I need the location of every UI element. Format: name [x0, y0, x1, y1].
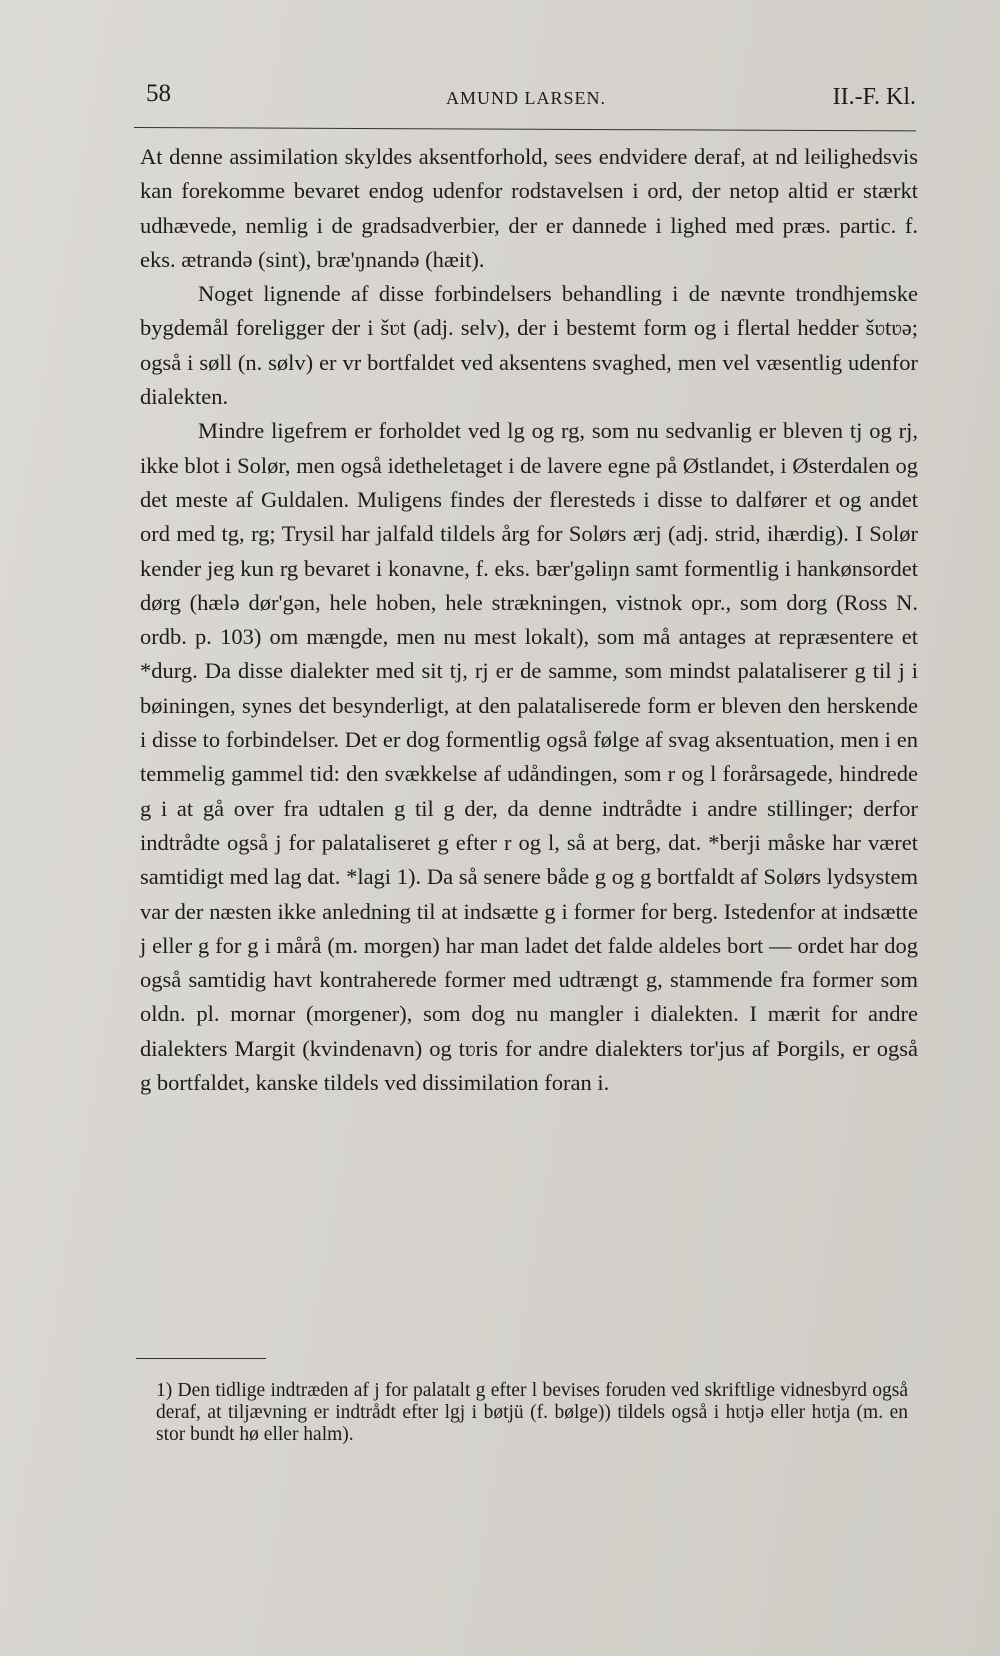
section-mark: II.-F. Kl.	[832, 84, 916, 110]
page-number: 58	[146, 80, 171, 107]
page-header	[146, 80, 916, 120]
footnote-text: 1) Den tidlige indtræden af j for palatalt g efter l bevises foruden ved skriftlige vidnesbyrd også deraf, at tiljævning er indtrådt efter lgj i bøtjü (f. bølge)) tildels også i hʋtjə eller hʋtja (m. en stor bundt hø eller halm).	[156, 1380, 908, 1445]
paragraph-2: Noget lignende af disse forbindelsers behandling i de nævnte trondhjemske bygdemål foreligger der i šʋt (adj. selv), der i bestemt form og i flertal hedder šʋtʋə; også i søll (n. sølv) er vr bortfaldet ved aksentens svaghed, men vel væsentlig udenfor dialekten.	[140, 281, 918, 410]
header-rule	[134, 127, 916, 131]
running-head: AMUND LARSEN.	[446, 88, 607, 108]
paragraph-1: At denne assimilation skyldes aksentforhold, sees endvidere deraf, at nd leilighedsvis kan forekomme bevaret endog udenfor rodstavelsen i ord, der netop altid er stærkt udhævede, nemlig i de gradsadverbier, der er dannede i lighed med præs. partic. f. eks. ætrandə (sint), bræ'ŋnandə (hæit).	[140, 144, 918, 272]
paragraph-3: Mindre ligefrem er forholdet ved lg og rg, som nu sedvanlig er bleven tj og rj, ikke blot i Solør, men også idetheletaget i de lavere egne på Østlandet, i Østerdalen og det meste af Guldalen. Muligens findes der fleresteds i disse to dalfører et og andet ord med tg, rg; Trysil har jalfald tildels årg for Solørs ærj (adj. strid, ihærdig). I Solør kender jeg kun rg bevaret i konavne, f. eks. bær'gəliŋn samt formentlig i hankønsordet dørg (hælə dør'gən, hele hoben, hele strækningen, vistnok opr., som dorg (Ross N. ordb. p. 103) om mængde, men nu mest lokalt), som må antages at repræsentere et *durg. Da disse dialekter med sit tj, rj er de samme, som mindst palataliserer g til j i bøiningen, synes det besynderligt, at den palataliserede form er bleven den herskende i disse to forbindelser. Det er dog formentlig også følge af svag aksentuation, men i en temmelig gammel tid: den svækkelse af udåndingen, som r og l forårsagede, hindrede g i at gå over fra udtalen g til g der, da denne indtrådte i andre stillinger; derfor indtrådte også j for palataliseret g efter r og l, så at berg, dat. *berji måske har været samtidigt med lag dat. *lagi 1). Da så senere både g og g bortfaldt af Solørs lydsystem var der næsten ikke anledning til at indsætte g i former for berg. Istedenfor at indsætte j eller g for g i mårå (m. morgen) har man ladet det falde aldeles bort — ordet har dog også samtidig havt kontraherede former med udtrængt g, stammende fra former som oldn. pl. mornar (morgener), som dog nu mangler i dialekten. I mærit for andre dialekters Margit (kvindenavn) og tʋris for andre dialekters tor'jus af Þorgils, er også g bortfaldet, kanske tildels ved dissimilation foran i.	[140, 418, 918, 1096]
footnote	[156, 1380, 908, 1446]
body-text	[140, 140, 918, 1100]
footnote-rule	[136, 1358, 266, 1359]
